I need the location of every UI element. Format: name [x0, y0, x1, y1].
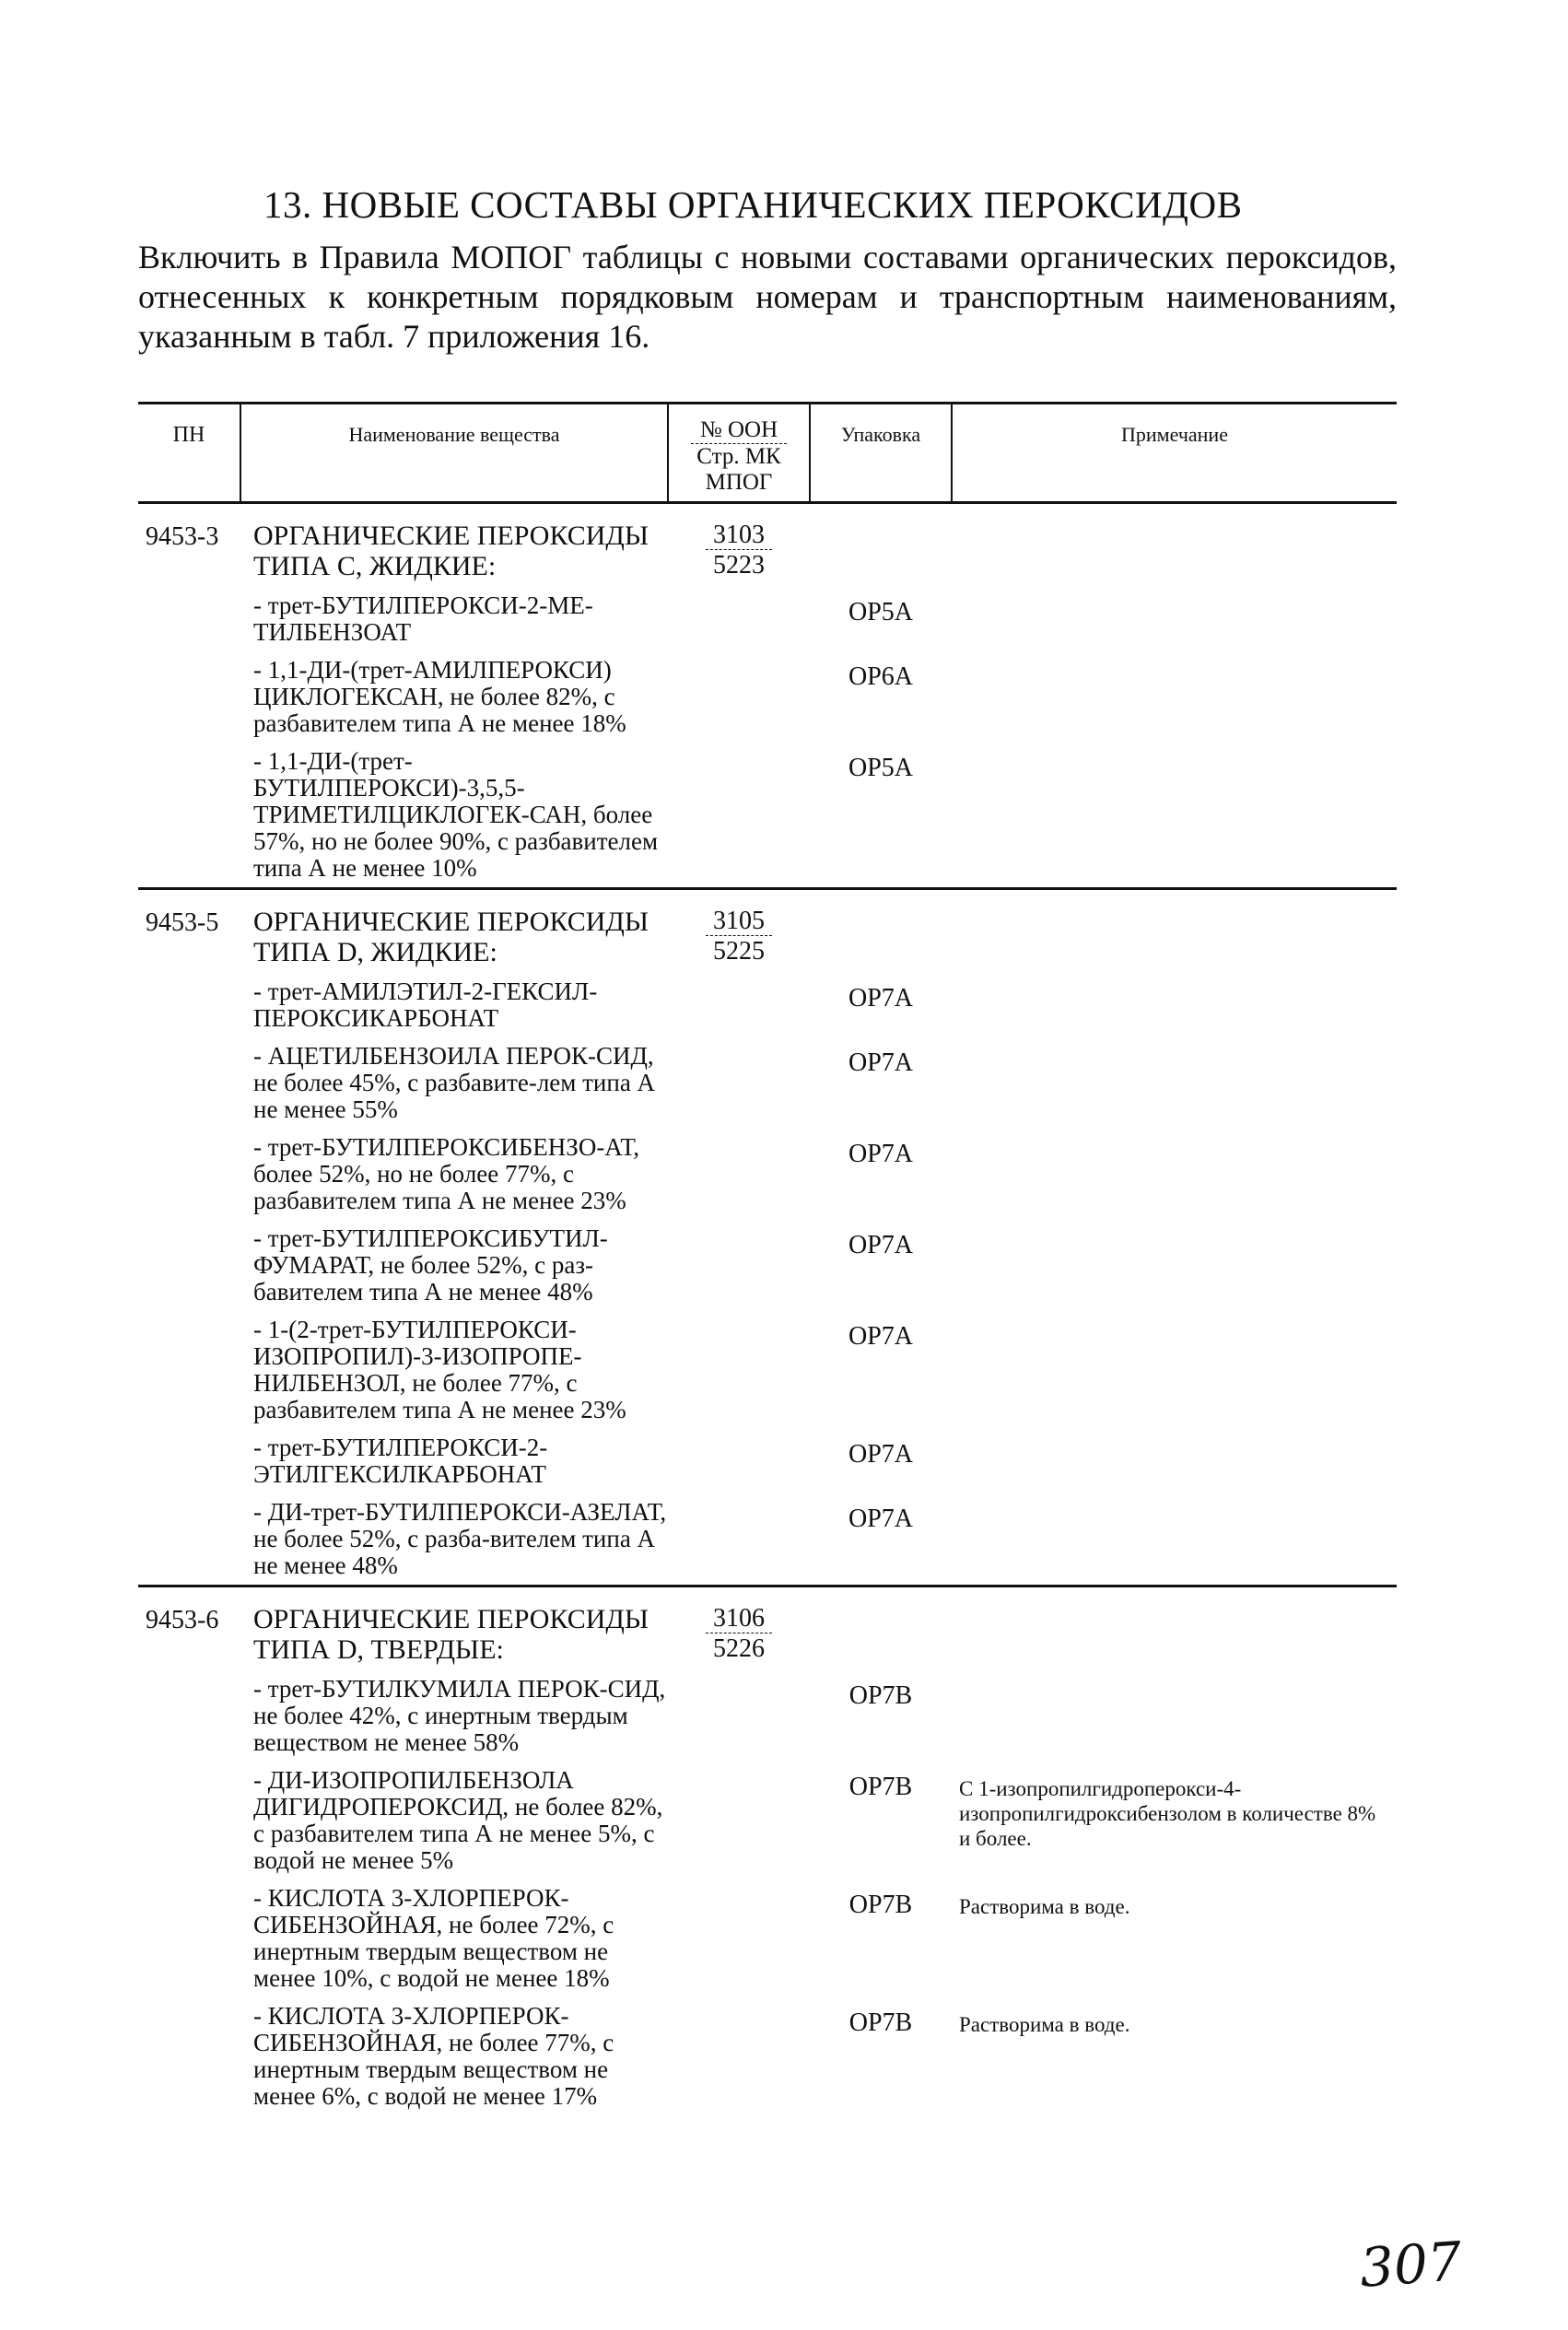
note-text	[952, 1129, 1397, 1220]
pn-cell: 9453-5	[138, 889, 240, 1587]
packing-code: OP7B	[848, 1681, 913, 1710]
mk-page: 5226	[713, 1634, 765, 1663]
substance-name: - КИСЛОТА 3-ХЛОРПЕРОК-СИБЕНЗОЙНАЯ, не более 77%, с инертным твердым веществом не менее 6%, с водой не менее 17%	[253, 2002, 614, 2110]
substance-name: - трет-БУТИЛПЕРОКСИБЕНЗО-АТ, более 52%, но не более 77%, с разбавителем типа А не менее 23%	[253, 1133, 639, 1214]
packing-code: OP7A	[848, 1048, 913, 1077]
table-row	[138, 503, 1397, 588]
note-text	[952, 1220, 1397, 1311]
group-title: ОРГАНИЧЕСКИЕ ПЕРОКСИДЫ ТИПА С, ЖИДКИЕ:	[253, 521, 649, 581]
substance-name: - трет-БУТИЛКУМИЛА ПЕРОК-СИД, не более 42%, с инертным твердым веществом не менее 58%	[253, 1675, 666, 1756]
header-pn: ПН	[138, 404, 240, 503]
substance-name: - 1,1-ДИ-(трет-БУТИЛПЕРОКСИ)-3,5,5-ТРИМЕТИЛЦИКЛОГЕК-САН, более 57%, но не более 90%, с разбавителем типа А не менее 10%	[253, 747, 659, 882]
packing-code: OP7A	[848, 1505, 913, 1533]
un-cell	[668, 889, 810, 1587]
peroxides-table	[138, 402, 1397, 2115]
header-un-number: № ООН	[691, 417, 787, 444]
mk-page: 5225	[713, 937, 765, 966]
note-text	[952, 1037, 1397, 1129]
substance-name: - КИСЛОТА 3-ХЛОРПЕРОК-СИБЕНЗОЙНАЯ, не более 72%, с инертным твердым веществом не менее 10%, с водой не менее 18%	[253, 1884, 614, 1992]
mk-page: 5223	[713, 551, 765, 580]
pn-cell: 9453-6	[138, 1587, 240, 2116]
substance-name: - трет-БУТИЛПЕРОКСИ-2-ЭТИЛГЕКСИЛКАРБОНАТ	[253, 1434, 548, 1488]
un-number: 3106	[706, 1605, 772, 1633]
packing-code: OP6A	[848, 662, 913, 691]
substance-name: - ДИ-ИЗОПРОПИЛБЕНЗОЛА ДИГИДРОПЕРОКСИД, не более 82%, с разбавителем типа А не менее 5%, с водой не менее 5%	[253, 1766, 663, 1874]
packing-code: OP7A	[848, 1322, 913, 1351]
substance-name: - 1-(2-трет-БУТИЛПЕРОКСИ-ИЗОПРОПИЛ)-3-ИЗОПРОПЕ-НИЛБЕНЗОЛ, не более 77%, с разбавителем типа А не менее 23%	[253, 1316, 626, 1423]
substance-name: - 1,1-ДИ-(трет-АМИЛПЕРОКСИ) ЦИКЛОГЕКСАН, не более 82%, с разбавителем типа А не менее 18%	[253, 656, 626, 737]
note-text	[952, 1429, 1397, 1493]
substance-name: - АЦЕТИЛБЕНЗОИЛА ПЕРОК-СИД, не более 45%, с разбавите-лем типа А не менее 55%	[253, 1042, 656, 1123]
note-cell	[952, 503, 1397, 588]
un-number: 3105	[706, 907, 772, 936]
note-text: С 1-изопропилгидроперокси-4-изопропилгидроксибензолом в количестве 8% и более.	[959, 1777, 1376, 1850]
note-text	[952, 743, 1397, 889]
substance-name: - трет-БУТИЛПЕРОКСИ-2-МЕ-ТИЛБЕНЗОАТ	[253, 591, 593, 646]
un-cell	[668, 503, 810, 889]
packing-cell	[810, 889, 952, 974]
header-un	[668, 404, 810, 503]
packing-cell	[810, 1587, 952, 1671]
un-number: 3103	[706, 521, 772, 550]
packing-code: OP7B	[848, 2008, 913, 2037]
table-body	[138, 503, 1397, 2116]
note-text: Растворима в воде.	[959, 1895, 1130, 1918]
substance-name: - ДИ-трет-БУТИЛПЕРОКСИ-АЗЕЛАТ, не более 52%, с разба-вителем типа А не менее 48%	[253, 1498, 667, 1579]
note-cell	[952, 1587, 1397, 1671]
note-text	[952, 973, 1397, 1037]
group-title: ОРГАНИЧЕСКИЕ ПЕРОКСИДЫ ТИПА D, ЖИДКИЕ:	[240, 889, 668, 974]
group-title: ОРГАНИЧЕСКИЕ ПЕРОКСИДЫ ТИПА D, ТВЕРДЫЕ:	[240, 1587, 668, 1671]
packing-code: OP7A	[848, 1440, 913, 1469]
table-header-row	[138, 404, 1397, 503]
pn-cell: 9453-3	[146, 522, 219, 551]
header-name: Наименование вещества	[240, 404, 668, 503]
note-cell	[952, 889, 1397, 974]
header-un-page: Стр. МК МПОГ	[696, 444, 781, 495]
header-packing: Упаковка	[810, 404, 952, 503]
packing-code: OP7B	[848, 1773, 913, 1801]
intro-paragraph: Включить в Правила МОПОГ таблицы с новыми составами органических пероксидов, отнесенных к конкретным порядковым номерам и транспортным наименованиям, указанным в табл. 7 приложения 16.	[138, 239, 1397, 355]
note-text	[952, 1670, 1397, 1762]
packing-cell	[810, 503, 952, 588]
packing-code: OP7A	[848, 1231, 913, 1259]
packing-code: OP5A	[848, 598, 913, 626]
note-text	[952, 1493, 1397, 1587]
page-number: 307	[1357, 2230, 1464, 2300]
substance-name: - трет-АМИЛЭТИЛ-2-ГЕКСИЛ-ПЕРОКСИКАРБОНАТ	[253, 978, 598, 1032]
note-text: Растворима в воде.	[959, 2013, 1130, 2036]
substance-name: - трет-БУТИЛПЕРОКСИБУТИЛ-ФУМАРАТ, не более 52%, с раз-бавителем типа А не менее 48%	[253, 1224, 608, 1306]
packing-code: OP7B	[848, 1891, 913, 1919]
table-row	[138, 889, 1397, 974]
un-cell	[668, 1587, 810, 2116]
note-text	[952, 1311, 1397, 1429]
note-text	[952, 651, 1397, 743]
table-row	[138, 1587, 1397, 1671]
packing-code: OP5A	[848, 754, 913, 782]
note-text	[952, 587, 1397, 651]
packing-code: OP7A	[848, 1140, 913, 1168]
section-heading: 13. НОВЫЕ СОСТАВЫ ОРГАНИЧЕСКИХ ПЕРОКСИДОВ	[263, 183, 1243, 226]
packing-code: OP7A	[848, 984, 913, 1013]
header-note: Примечание	[952, 404, 1397, 503]
